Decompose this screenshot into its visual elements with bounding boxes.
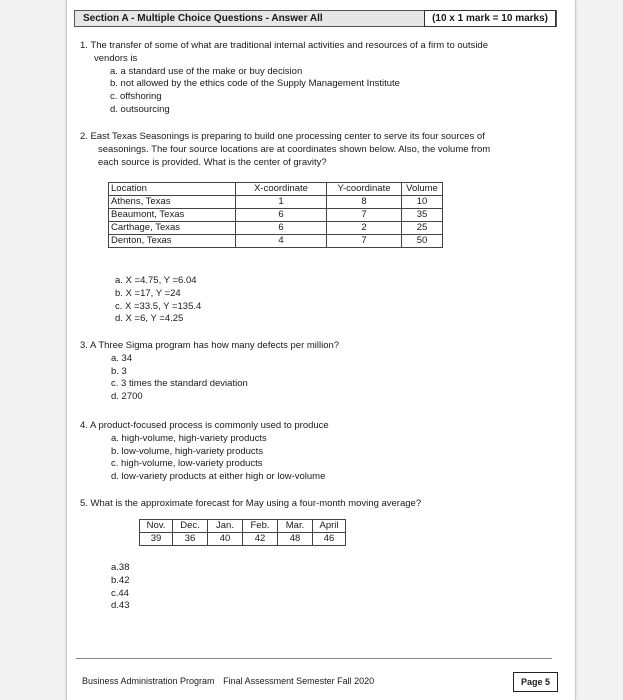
section-header	[74, 10, 557, 27]
question-5-option-d: d.43	[111, 600, 130, 612]
question-2-stem-cont: seasonings. The four source locations are at coordinates shown below. Also, the volume from	[98, 143, 491, 155]
question-1-stem-cont: vendors is	[94, 52, 138, 64]
question-2-options	[115, 275, 201, 326]
footer	[82, 676, 374, 686]
table-cell: 4	[236, 235, 327, 248]
footer-assessment: Final Assessment Semester Fall 2020	[223, 676, 375, 686]
table-row	[109, 235, 443, 248]
table-cell: 36	[173, 533, 208, 546]
table-header: Location	[109, 183, 236, 196]
locations-table	[108, 182, 443, 248]
table-cell: Athens, Texas	[109, 196, 236, 209]
question-1-option-b: b. not allowed by the ethics code of the Supply Management Institute	[110, 78, 400, 90]
question-1-option-d: d. outsourcing	[110, 103, 170, 115]
forecast-table	[139, 519, 346, 546]
question-3-stem: 3. A Three Sigma program has how many defects per million?	[80, 340, 340, 351]
question-5	[80, 498, 550, 511]
table-cell: 6	[236, 209, 327, 222]
table-header: Mar.	[278, 520, 313, 533]
table-cell: 42	[243, 533, 278, 546]
question-3-option-b: b. 3	[111, 365, 127, 377]
marks-box: (10 x 1 mark = 10 marks)	[424, 10, 556, 27]
table-cell: 39	[140, 533, 173, 546]
question-1-option-a: a. a standard use of the make or buy decision	[110, 65, 303, 77]
section-title: Section A - Multiple Choice Questions - Answer All	[83, 13, 323, 24]
question-2-option-d: d. X =6, Y =4.25	[115, 313, 184, 325]
question-2-option-a: a. X =4.75, Y =6.04	[115, 275, 197, 286]
table-cell: 7	[327, 235, 402, 248]
question-4	[80, 420, 550, 484]
table-header: April	[313, 520, 346, 533]
question-4-option-d: d. low-variety products at either high or low-volume	[111, 471, 326, 483]
footer-program: Business Administration Program	[82, 676, 215, 686]
question-1	[80, 40, 560, 117]
page-number: Page 5	[513, 672, 558, 692]
table-cell: Carthage, Texas	[109, 222, 236, 235]
table-header: Volume	[402, 183, 443, 196]
table-cell: 35	[402, 209, 443, 222]
question-3-option-c: c. 3 times the standard deviation	[111, 378, 248, 390]
question-4-option-b: b. low-volume, high-variety products	[111, 445, 264, 457]
table-header: Nov.	[140, 520, 173, 533]
table-cell: 46	[313, 533, 346, 546]
table-row	[109, 196, 443, 209]
table-cell: 8	[327, 196, 402, 209]
question-3-option-a: a. 34	[111, 352, 133, 364]
table-header: Jan.	[208, 520, 243, 533]
table-header: Y-coordinate	[327, 183, 402, 196]
table-header: Dec.	[173, 520, 208, 533]
table-header-row	[109, 183, 443, 196]
table-row	[109, 222, 443, 235]
table-cell: 2	[327, 222, 402, 235]
question-3	[80, 340, 550, 404]
question-5-option-c: c.44	[111, 587, 129, 599]
table-cell: 6	[236, 222, 327, 235]
question-2-option-c: c. X =33.5, Y =135.4	[115, 300, 202, 312]
question-1-stem: 1. The transfer of some of what are traditional internal activities and resources of a firm to outside	[80, 40, 488, 51]
table-cell: 50	[402, 235, 443, 248]
question-4-option-a: a. high-volume, high-variety products	[111, 432, 267, 444]
question-2-stem: 2. East Texas Seasonings is preparing to build one processing center to serve its four sources of	[80, 131, 485, 142]
table-cell: 1	[236, 196, 327, 209]
question-4-stem: 4. A product-focused process is commonly used to produce	[80, 420, 329, 431]
question-5-stem: 5. What is the approximate forecast for May using a four-month moving average?	[80, 498, 422, 509]
table-row	[140, 533, 346, 546]
table-header: X-coordinate	[236, 183, 327, 196]
question-2	[80, 131, 560, 169]
table-row	[109, 209, 443, 222]
question-2-stem-cont2: each source is provided. What is the center of gravity?	[98, 156, 327, 168]
question-5-option-b: b.42	[111, 574, 130, 586]
question-5-options	[111, 562, 130, 613]
table-cell: Denton, Texas	[109, 235, 236, 248]
question-5-option-a: a.38	[111, 562, 130, 573]
table-cell: 7	[327, 209, 402, 222]
table-cell: 40	[208, 533, 243, 546]
footer-divider	[76, 658, 552, 659]
question-1-option-c: c. offshoring	[110, 91, 162, 103]
question-3-option-d: d. 2700	[111, 391, 143, 403]
table-cell: Beaumont, Texas	[109, 209, 236, 222]
table-cell: 25	[402, 222, 443, 235]
table-header-row	[140, 520, 346, 533]
table-header: Feb.	[243, 520, 278, 533]
question-2-option-b: b. X =17, Y =24	[115, 287, 181, 299]
question-4-option-c: c. high-volume, low-variety products	[111, 458, 263, 470]
table-cell: 10	[402, 196, 443, 209]
table-cell: 48	[278, 533, 313, 546]
